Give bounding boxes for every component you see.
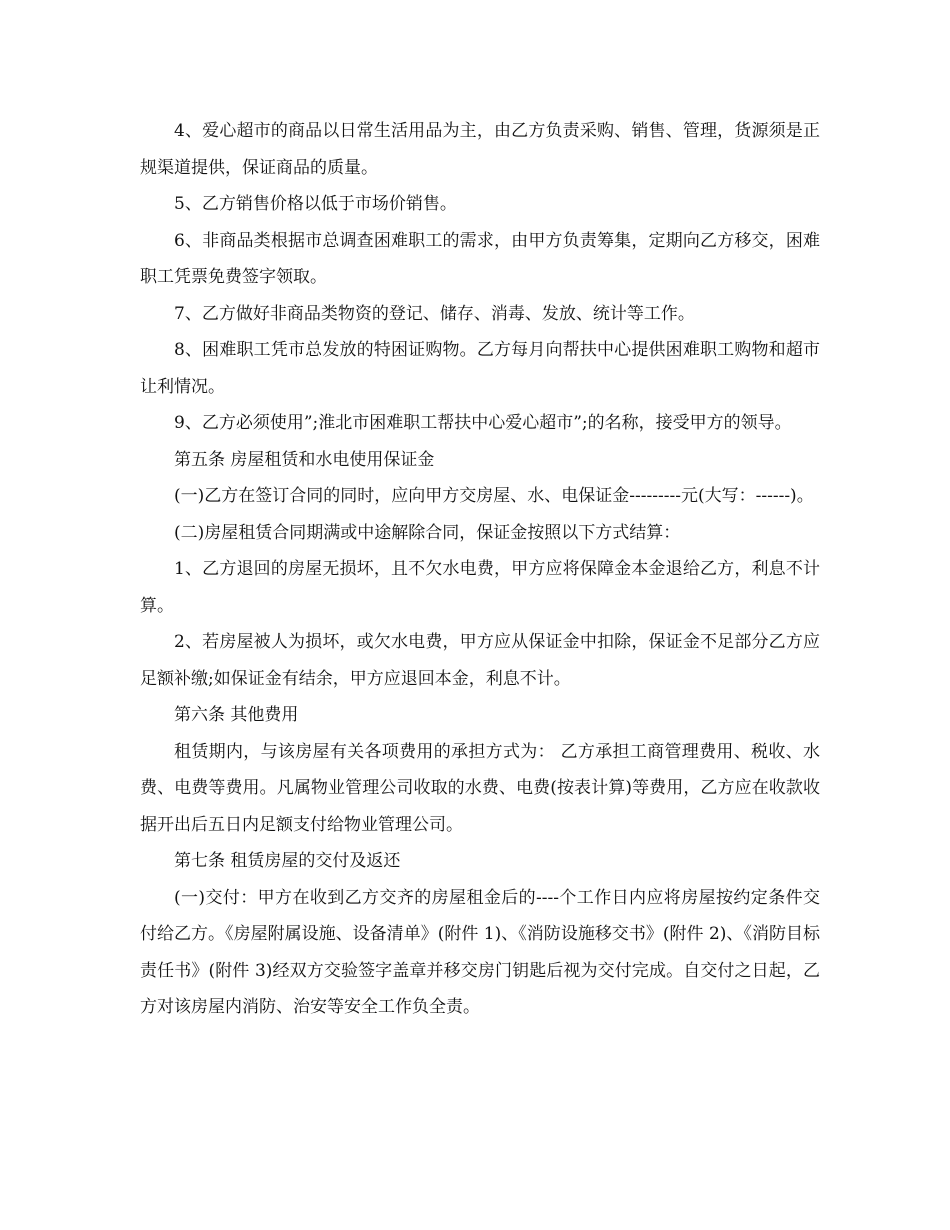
article-5-section-1: (一)乙方在签订合同的同时，应向甲方交房屋、水、电保证金---------元(大写：------)。 — [174, 486, 814, 506]
article-7-heading: 第七条 租赁房屋的交付及返还 — [174, 851, 401, 871]
clause-item-9: 9、乙方必须使用”;淮北市困难职工帮扶中心爱心超市”;的名称，接受甲方的领导。 — [174, 413, 792, 433]
clause-item-6: 6、非商品类根据市总调查困难职工的需求，由甲方负责筹集，定期向乙方移交，困难职工凭票免费签字领取。 — [140, 230, 820, 287]
clause-item-4: 4、爱心超市的商品以日常生活用品为主，由乙方负责采购、销售、管理，货源须是正规渠道提供，保证商品的质量。 — [140, 121, 820, 178]
article-5-item-2: 2、若房屋被人为损坏，或欠水电费，甲方应从保证金中扣除，保证金不足部分乙方应足额补缴;如保证金有结余，甲方应退回本金，利息不计。 — [140, 632, 820, 689]
clause-item-7: 7、乙方做好非商品类物资的登记、储存、消毒、发放、统计等工作。 — [174, 303, 695, 324]
document-body — [140, 113, 820, 1026]
clause-item-8: 8、困难职工凭市总发放的特困证购物。乙方每月向帮扶中心提供困难职工购物和超市让利情况。 — [140, 340, 820, 397]
article-5-heading: 第五条 房屋租赁和水电使用保证金 — [174, 449, 435, 470]
article-6-body: 租赁期内，与该房屋有关各项费用的承担方式为： 乙方承担工商管理费用、税收、水费、电费等费用。凡属物业管理公司收取的水费、电费(按表计算)等费用，乙方应在收款收据开出后五日内足额支付给物业管理公司。 — [140, 741, 820, 835]
article-6-heading: 第六条 其他费用 — [174, 705, 299, 725]
article-5-item-1: 1、乙方退回的房屋无损坏，且不欠水电费，甲方应将保障金本金退给乙方，利息不计算。 — [140, 559, 820, 616]
article-5-section-2: (二)房屋租赁合同期满或中途解除合同，保证金按照以下方式结算： — [174, 522, 681, 543]
clause-item-5: 5、乙方销售价格以低于市场价销售。 — [174, 194, 457, 214]
article-7-section-1: (一)交付：甲方在收到乙方交齐的房屋租金后的----个工作日内应将房屋按约定条件交付给乙方。《房屋附属设施、设备清单》(附件 1)、《消防设施移交书》(附件 2)、《消防目标责任书》(附件 3)经双方交验签字盖章并移交房门钥匙后视为交付完成。自交付之日起，乙方对该房屋内消防、治安等安全工作负全责。 — [140, 887, 820, 1017]
